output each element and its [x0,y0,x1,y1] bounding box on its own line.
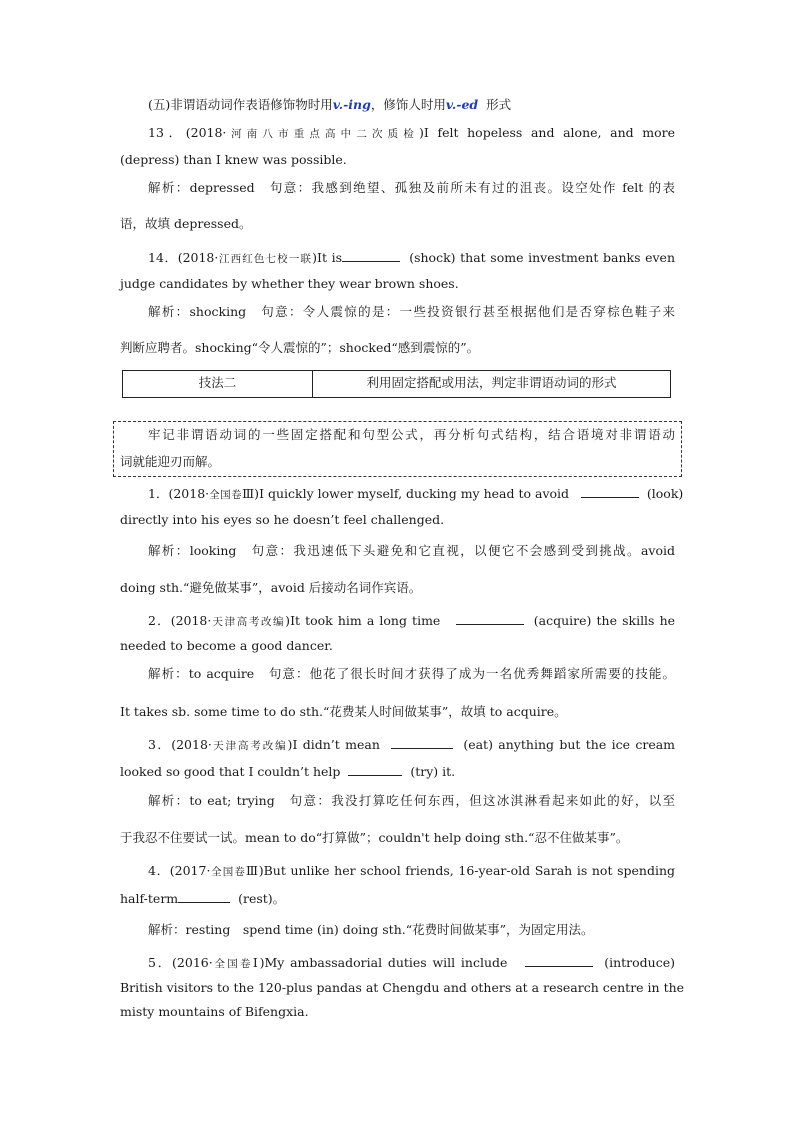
question-1-line1 [148,485,684,503]
question-number: 2． [148,613,171,628]
tip-line1: 牢记非谓语动词的一些固定搭配和句型公式，再分析句式结构，结合语境对非谓语动 [148,427,675,442]
technique-number: 技法二 [123,371,313,397]
source-close: Ⅲ) [246,863,264,878]
question-number: 5． [148,955,173,970]
question-number: 1． [148,486,169,501]
question-13-line2: (depress) than I knew was possible. [120,152,347,167]
question-source: 天津高考改编 [211,740,288,752]
answer-14-line2: 判断应聘者。shocking“令人震惊的”；shocked“感到震惊的”。 [120,340,480,355]
heading-text-mid: ，修饰人时用 [370,97,446,112]
answer-blank[interactable] [581,485,639,498]
question-5-line2: British visitors to the 120-plus pandas at Chengdu and others at a research centre in the [120,980,685,995]
heading-suffix: 形式 [486,97,512,112]
question-text: (try) it. [410,764,456,779]
question-14-line2: judge candidates by whether they wear brown shoes. [120,276,459,291]
source-open: (2018· [185,125,227,140]
answer-14-line1: 解析：shocking 句意：令人震惊的是：一些投资银行甚至根据他们是否穿棕色鞋子来 [148,304,675,319]
question-2-line2: needed to become a good dancer. [120,638,333,653]
answer-4-line1: 解析：resting spend time (in) doing sth.“花费时间做某事”，为固定用法。 [148,922,594,937]
answer-blank[interactable] [391,736,453,749]
question-source: 全国卷 [210,866,246,878]
answer-13-line2: 语，故填 depressed。 [120,216,252,231]
question-13-line1 [148,125,675,142]
question-text: (eat) anything but the ice cream [463,737,676,752]
question-text: (rest)。 [238,891,286,906]
question-text: I didn’t mean [292,737,380,752]
source-open: (2018· [168,486,210,501]
question-number: 14． [148,250,178,265]
question-text: (shock) that some investment banks even [409,250,676,265]
question-5-line1 [148,954,675,972]
question-1-line2: directly into his eyes so he doesn’t feel challenged. [120,512,445,527]
answer-1-line1: 解析：looking 句意：我迅速低下头避免和它直视，以便它不会感到受到挑战。avoid [148,543,675,558]
question-text: looked so good that I couldn’t help [120,764,341,779]
tip-line2: 词就能迎刃而解。 [120,454,221,469]
question-text: I quickly lower myself, ducking my head to avoid [259,486,570,501]
technique-title: 利用固定搭配或用法，判定非谓语动词的形式 [366,375,617,390]
source-close: ) [312,250,317,265]
heading-ving: v.-ing [332,97,371,112]
answer-3-line2: 于我忍不住要试一试。mean to do“打算做”；couldn't help doing sth.“忍不住做某事”。 [120,830,629,845]
source-close: Ⅲ) [242,486,260,501]
section-heading [148,97,703,113]
heading-ved: v.-ed [445,97,479,112]
question-14-line1 [148,249,675,267]
source-open: (2018· [171,737,212,752]
question-2-line1 [148,612,675,630]
question-source: 河南八市重点高中二次质检 [226,128,419,140]
answer-blank[interactable] [525,954,593,967]
source-close: ) [418,125,424,140]
question-text: (introduce) [604,955,676,970]
answer-2-line1: 解析：to acquire 句意：他花了很长时间才获得了成为一名优秀舞蹈家所需要的技能。 [148,666,675,681]
heading-text: (五)非谓语动词作表语修饰物时用 [148,97,333,112]
question-text: half-term [120,891,179,906]
question-text: But unlike her school friends, 16-year-old Sarah is not spending [263,863,676,878]
source-close: Ⅰ) [252,955,265,970]
source-open: (2016· [172,955,213,970]
question-text: My ambassadorial duties will include [264,955,508,970]
question-number: 13． [148,125,186,140]
answer-blank[interactable] [178,890,230,903]
question-number: 3． [148,737,172,752]
question-text: I felt hopeless and alone, and more [423,125,676,140]
question-5-line3: misty mountains of Bifengxia. [120,1004,309,1019]
technique-table [122,370,671,398]
question-number: 4． [148,863,170,878]
source-open: (2017· [169,863,211,878]
answer-blank[interactable] [456,612,524,625]
question-text: (look) [646,486,684,501]
question-4-line2 [120,890,675,907]
question-source: 江西红色七校一联 [218,253,313,265]
question-source: 全国卷 [212,958,253,970]
answer-blank[interactable] [342,249,400,262]
answer-2-line2: It takes sb. some time to do sth.“花费某人时间做某事”，故填 to acquire。 [120,704,567,719]
question-text: It took him a long time [290,613,441,628]
answer-3-line1: 解析：to eat; trying 句意：我没打算吃任何东西，但这冰淇淋看起来如此的好，以至 [148,793,675,808]
question-3-line1 [148,736,675,754]
question-3-line2 [120,763,675,780]
source-open: (2018· [177,250,219,265]
source-close: ) [285,613,291,628]
answer-13-line1: 解析：depressed 句意：我感到绝望、孤独及前所未有过的沮丧。设空处作 felt 的表 [148,180,675,195]
answer-1-line2: doing sth.“避免做某事”，avoid 后接动名词作宾语。 [120,580,422,595]
question-text: (acquire) the skills he [533,613,676,628]
question-text: It is [317,250,342,265]
question-4-line1 [148,863,675,880]
question-source: 全国卷 [209,489,243,501]
source-open: (2018· [170,613,212,628]
answer-blank[interactable] [348,763,402,776]
question-source: 天津高考改编 [211,616,286,628]
source-close: ) [287,737,293,752]
